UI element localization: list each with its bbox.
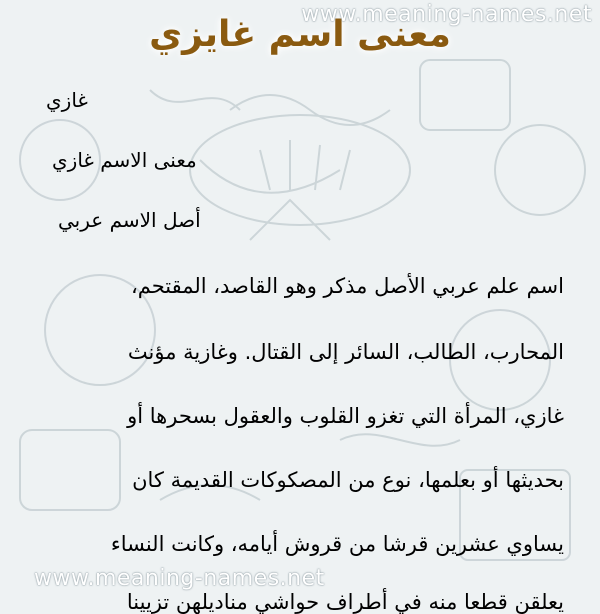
watermark-top: www.meaning-names.net: [301, 2, 592, 27]
watermark-bottom: www.meaning-names.net: [34, 566, 325, 591]
paragraph-line: غازي، المرأة التي تغزو القلوب والعقول بسحرها أو: [127, 404, 564, 428]
name-line: غازي: [46, 88, 88, 112]
page-title: معنى اسم غايزي: [149, 13, 451, 55]
paragraph-line: اسم علم عربي الأصل مذكر وهو القاصد، المقتحم،: [130, 274, 564, 298]
paragraph-line: بحديثها أو بعلمها، نوع من المصكوكات القديمة كان: [132, 468, 564, 492]
meaning-line: معنى الاسم غازي: [52, 148, 197, 172]
paragraph-line: يساوي عشرين قرشا من قروش أيامه، وكانت النساء: [110, 532, 564, 556]
origin-line: أصل الاسم عربي: [58, 208, 201, 232]
paragraph-line: يعلقن قطعا منه في أطراف حواشي مناديلهن تزيينا: [126, 590, 564, 614]
paragraph-line: المحارب، الطالب، السائر إلى القتال. وغازية مؤنث: [127, 340, 564, 364]
